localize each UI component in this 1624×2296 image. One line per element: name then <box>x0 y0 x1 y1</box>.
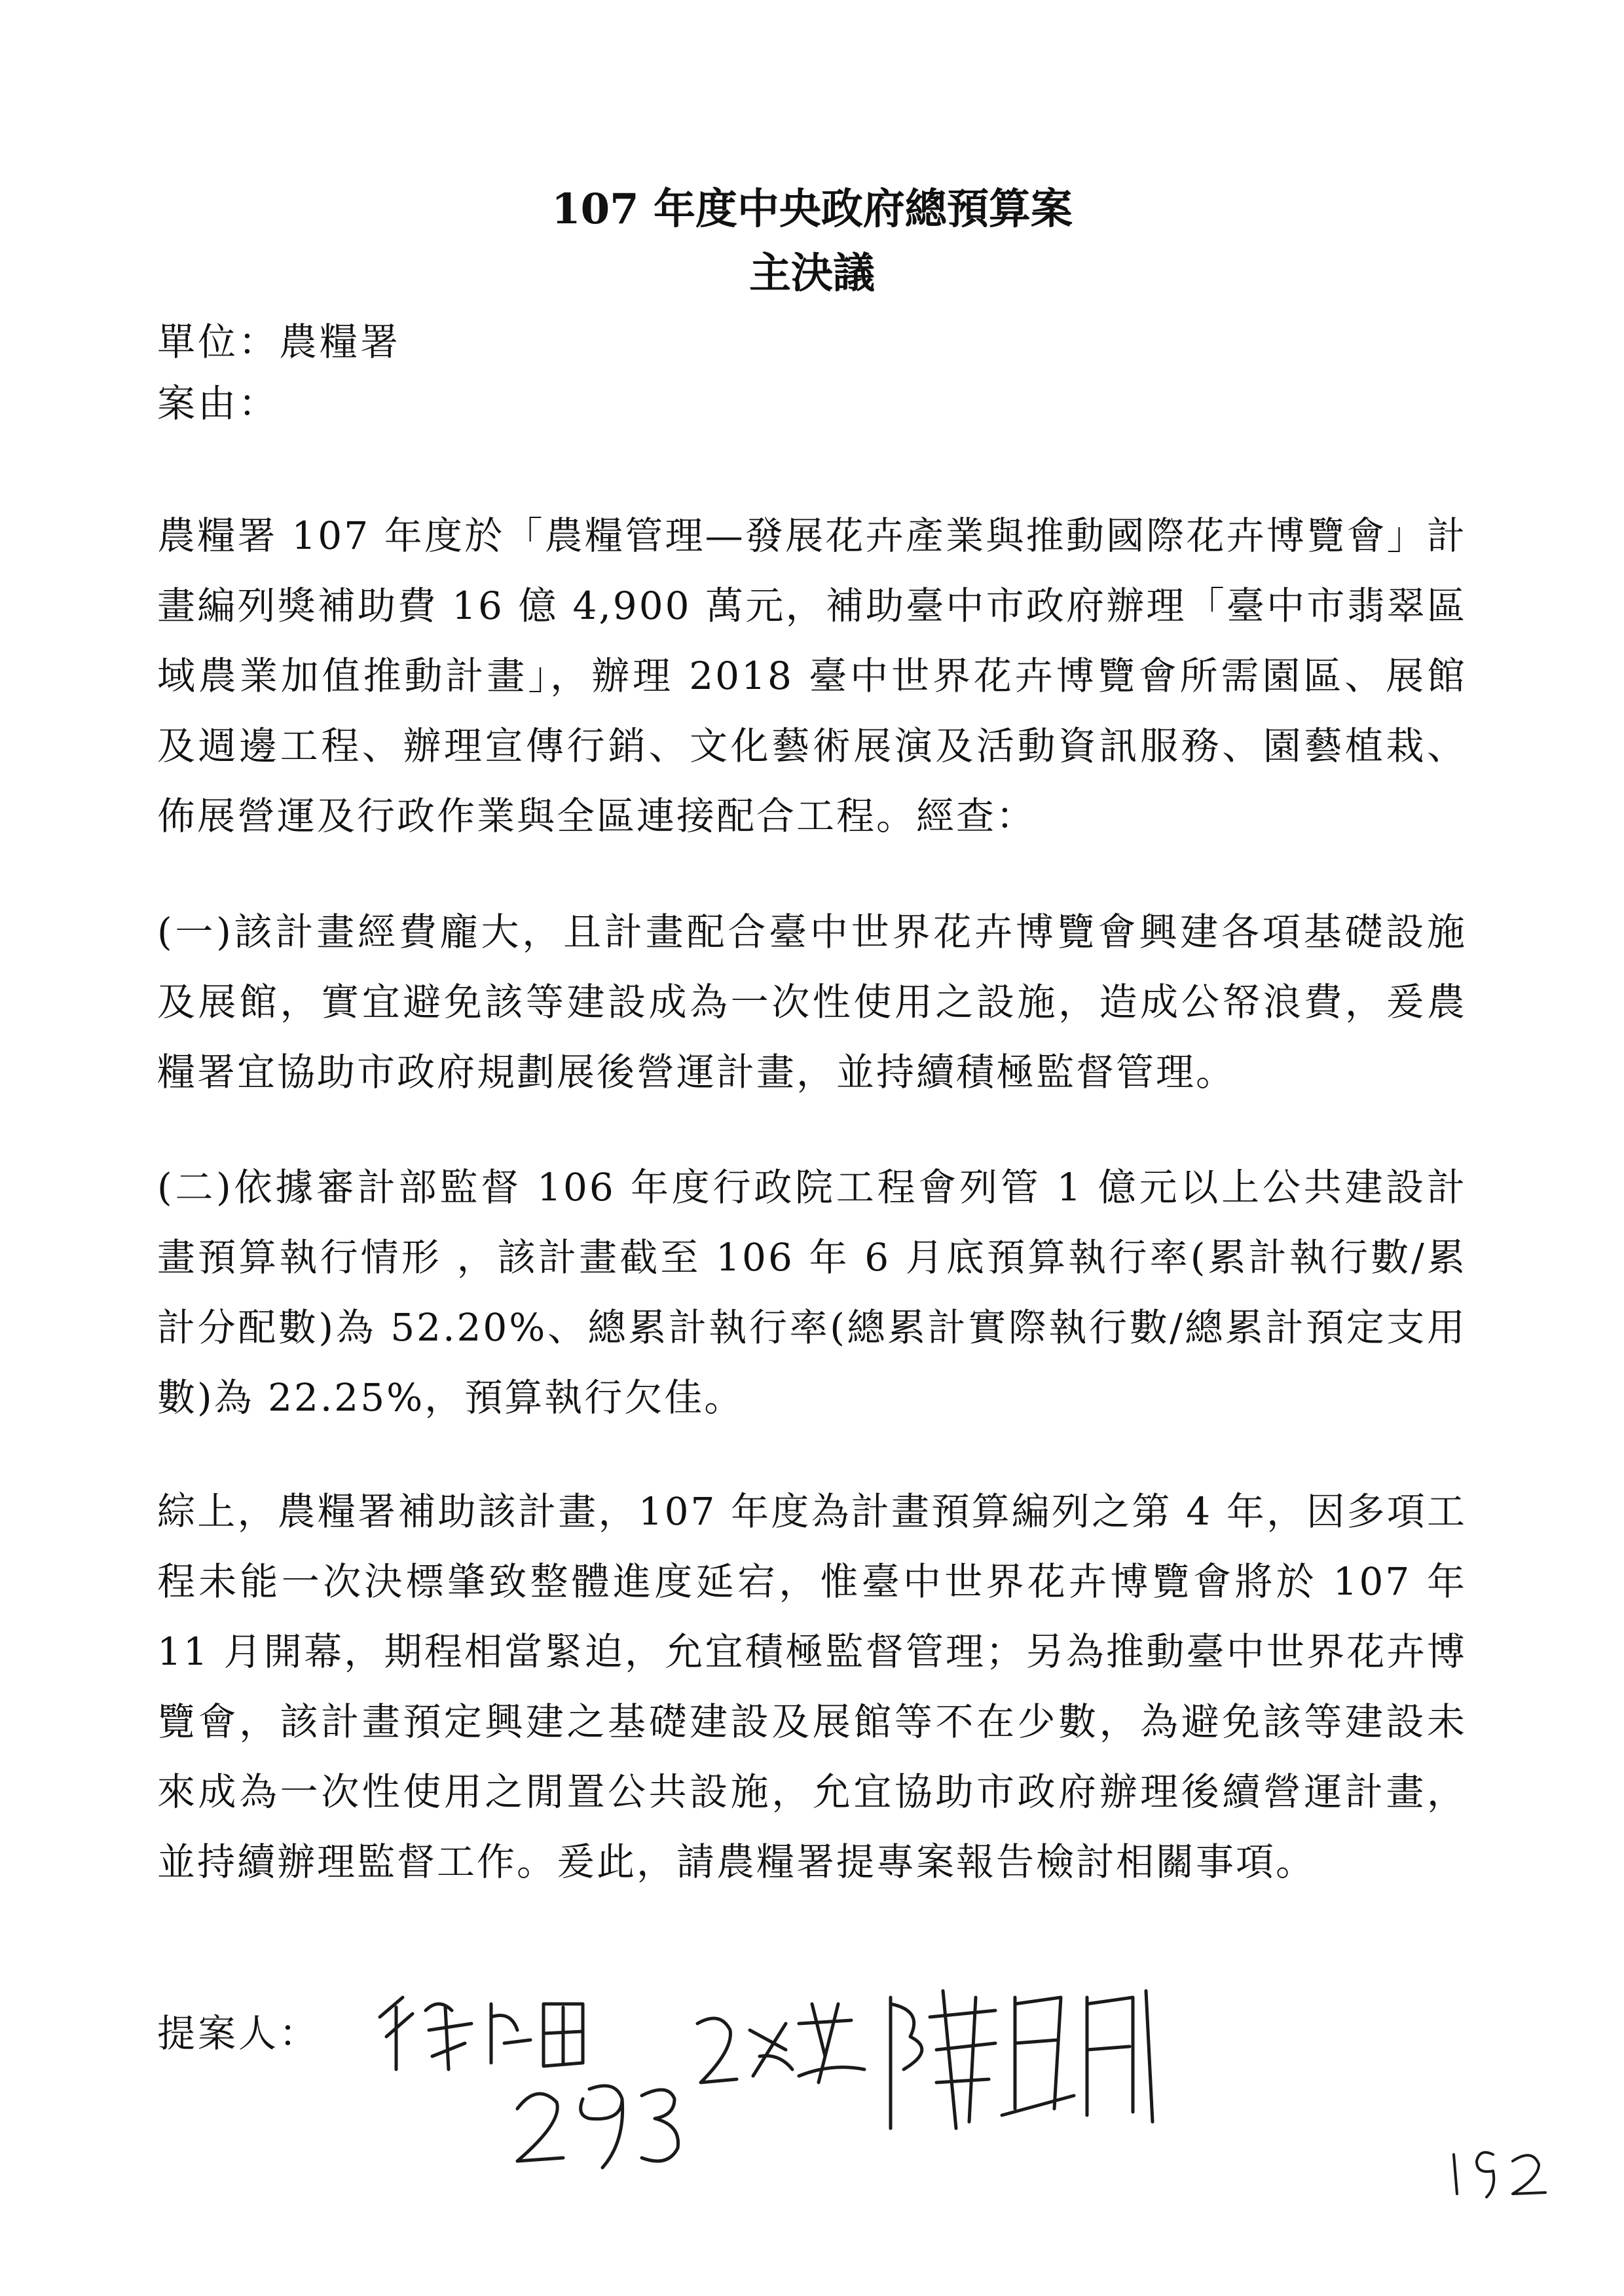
page-number-handwritten <box>1441 2135 1559 2207</box>
unit-line: 單位：農糧署 <box>157 320 401 364</box>
signature-3-scribble <box>891 1991 1153 2128</box>
proposer-label: 提案人： <box>157 2011 320 2056</box>
paragraph-point-1: (一)該計畫經費龐大，且計畫配合臺中世界花卉博覽會興建各項基礎設施及展館，實宜避免該等建設成為一次性使用之設施，造成公帑浪費，爰農糧署宜協助市政府規劃展後營運計畫，並持續積極監督管理。 <box>157 910 1467 1094</box>
reason-line: 案由： <box>157 381 280 426</box>
signature-2-scribble <box>750 2004 864 2083</box>
handwritten-signatures <box>367 1958 1428 2194</box>
paragraph-point-2: (二)依據審計部監督 106 年度行政院工程會列管 1 億元以上公共建設計畫預算執行情形 ，該計畫截至 106 年 6 月底預算執行率(累計執行數/累計分配數)為 52.20%、總累計執行率(總累計實際執行數/總累計預定支用數)為 22.25%，預算執行欠佳。 <box>157 1165 1467 1420</box>
document-title: 107 年度中央政府總預算案 <box>551 185 1073 234</box>
document-subtitle: 主決議 <box>749 249 875 298</box>
signature-number-scribble <box>517 2018 737 2168</box>
paragraph-intro: 農糧署 107 年度於「農糧管理—發展花卉產業與推動國際花卉博覽會」計畫編列獎補助費 16 億 4,900 萬元，補助臺中市政府辦理「臺中市翡翠區域農業加值推動計畫」，辦理 2018 臺中世界花卉博覽會所需園區、展館及週邊工程、辦理宣傳行銷、文化藝術展演及活動資訊服務、園藝植栽、佈展營運及行政作業與全區連接配合工程。經查： <box>157 513 1467 838</box>
signature-1-scribble <box>380 1997 583 2069</box>
paragraph-conclusion: 綜上，農糧署補助該計畫，107 年度為計畫預算編列之第 4 年，因多項工程未能一次決標肇致整體進度延宕，惟臺中世界花卉博覽會將於 107 年 11 月開幕，期程相當緊迫，允宜積極監督管理；另為推動臺中世界花卉博覽會，該計畫預定興建之基礎建設及展館等不在少數，為避免該等建設未來成為一次性使用之閒置公共設施，允宜協助市政府辦理後續營運計畫，並持續辦理監督工作。爰此，請農糧署提專案報告檢討相關事項。 <box>157 1489 1467 1884</box>
